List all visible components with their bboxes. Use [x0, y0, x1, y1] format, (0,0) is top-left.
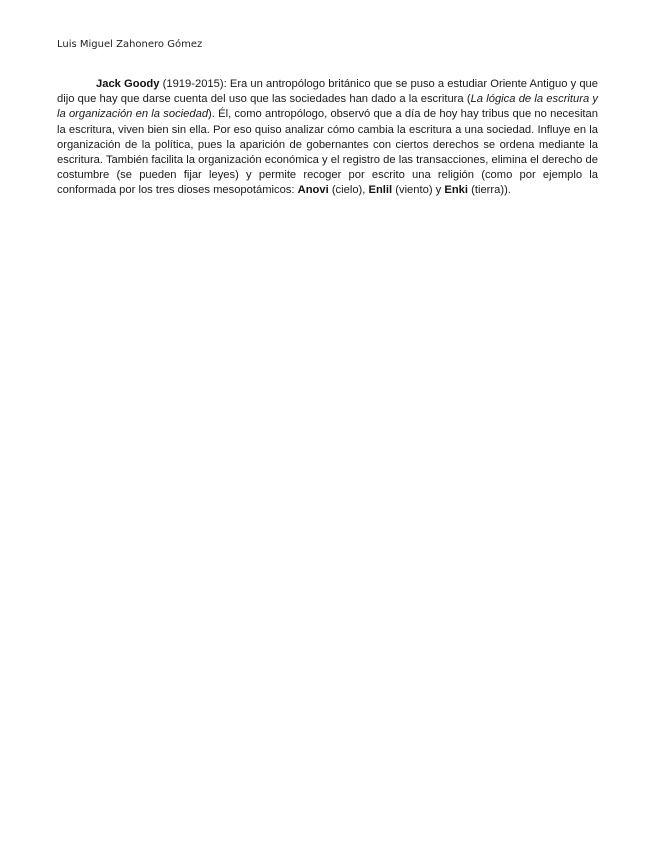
paragraph-text-1: (1919-2015): Era un antropólogo británico que se puso a estudiar Oriente Antiguo y que dijo que hay que darse cuenta del uso que las sociedades han dado a la escritura ( [57, 78, 599, 106]
god-gloss-2: (viento) y [392, 184, 445, 197]
god-gloss-3: (tierra)). [468, 184, 511, 197]
god-name-anovi: Anovi [297, 184, 329, 197]
book-title: La lógica de la escritura y la organización en la sociedad [57, 93, 599, 121]
god-name-enki: Enki [444, 184, 469, 197]
body-paragraph [57, 77, 598, 199]
god-name-enlil: Enlil [368, 184, 393, 197]
paragraph-text-2: ). Él, como antropólogo, observó que a día de hoy hay tribus que no necesitan la escritura, viven bien sin ella. Por eso quiso analizar cómo cambia la escritura a una sociedad. Influye en la organización de la política, pues la aparición de gobernantes con ciertos derechos se ordena mediante la escritura. También facilita la organización económica y el registro de las transacciones, elimina el derecho de costumbre (se pueden fijar leyes) y permite recoger por escrito una religión (como por ejemplo la conformada por los tres dioses mesopotámicos: [57, 108, 598, 197]
god-gloss-1: (cielo), [328, 184, 369, 197]
header-author-name: Luis Miguel Zahonero Gómez [57, 39, 203, 50]
person-name: Jack Goody [96, 78, 160, 90]
